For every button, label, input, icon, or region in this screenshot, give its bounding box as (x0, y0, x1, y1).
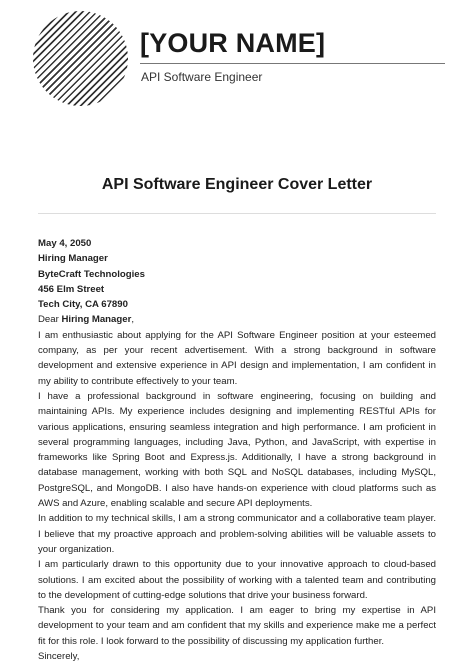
recipient-company: ByteCraft Technologies (38, 268, 145, 280)
salutation-name: Hiring Manager (61, 314, 132, 326)
applicant-name: [YOUR NAME] (140, 28, 326, 58)
paragraph-soft-skills: In addition to my technical skills, I am a strong communicator and a collaborative team player. I believe that my proactive approach and problem-solving abilities will be valuable assets to your organization. (38, 513, 436, 555)
salutation-prefix: Dear (38, 314, 62, 326)
closing: Sincerely, (38, 651, 80, 663)
paragraph-thanks: Thank you for considering my application. I am eager to bring my expertise in API development to your team and am confident that my skills and experience make me a perfect fit for this role. I look forward to the possibility of discussing my application further. (38, 605, 436, 647)
letter-body (38, 236, 436, 664)
letter-date: May 4, 2050 (38, 238, 92, 249)
document-title: API Software Engineer Cover Letter (101, 176, 373, 193)
salutation-suffix: , (131, 314, 134, 326)
paragraph-intro: I am enthusiastic about applying for the API Software Engineer position at your esteemed company, as per your recent advertisement. With a strong background in software development and extensive experience in API design and implementation, I am confident in my ability to contribute effectively to your team. (38, 329, 436, 387)
salutation (38, 312, 436, 327)
applicant-role: API Software Engineer (141, 70, 263, 84)
title-divider (38, 213, 436, 214)
paragraph-experience: I have a professional background in software engineering, focusing on building and maintaining APIs. My experience includes designing and implementing RESTful APIs for various applications, ensuring seamless integration and high performance. I am proficient in several programming languages, including Java, Python, and JavaScript, with expertise in frameworks like Spring Boot and Express.js. Additionally, I have a strong background in database management, working with both SQL and NoSQL databases, including MySQL, PostgreSQL, and MongoDB. I also have hands-on experience with cloud platforms such as AWS and Azure, enabling scalable and secure API deployments. (38, 390, 436, 510)
paragraph-motivation: I am particularly drawn to this opportunity due to your innovative approach to cloud-based solutions. I am excited about the possibility of working with a talented team and contributing to the development of cutting-edge solutions that drive your business forward. (38, 559, 436, 601)
recipient-street: 456 Elm Street (38, 283, 105, 295)
logo-placeholder-circle (33, 11, 128, 106)
recipient-city: Tech City, CA 67890 (38, 299, 128, 311)
name-divider (140, 63, 445, 64)
recipient-name: Hiring Manager (38, 253, 108, 265)
